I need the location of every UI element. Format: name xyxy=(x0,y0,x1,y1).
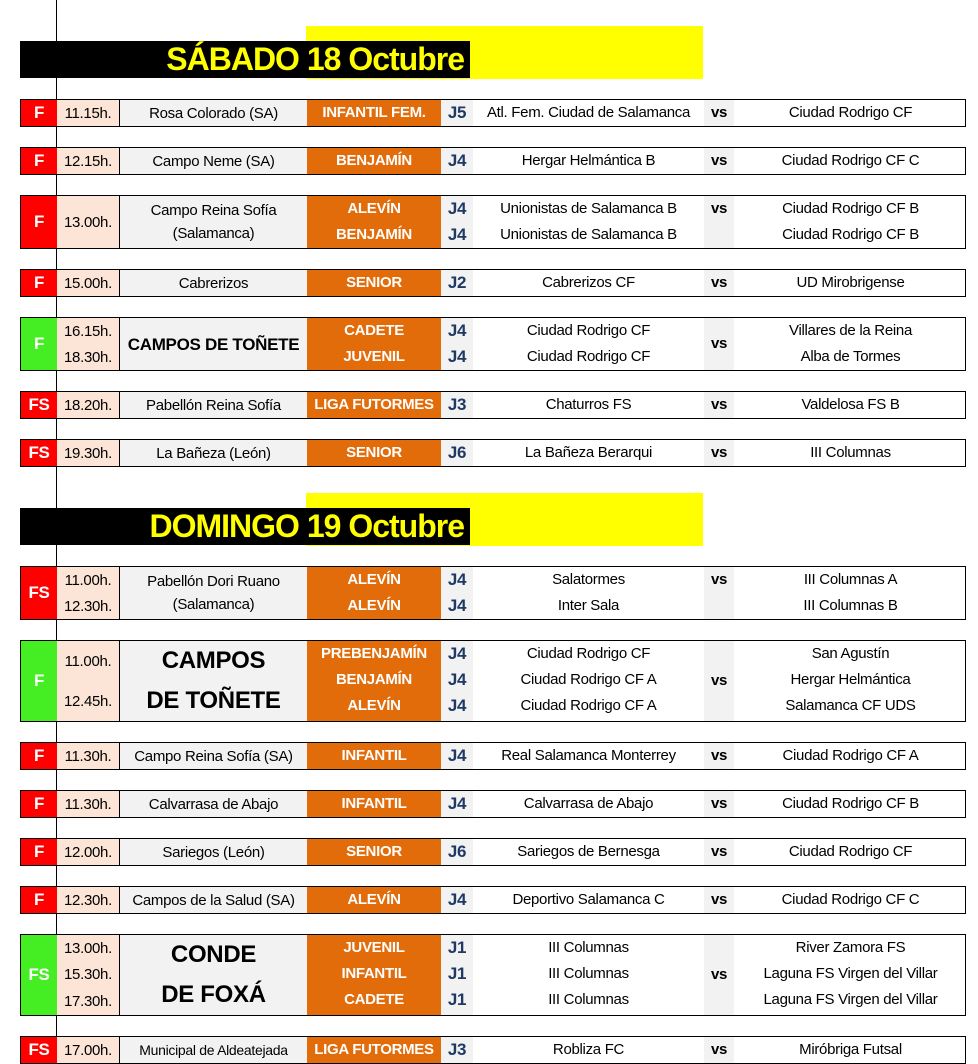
time-text: 13.00h. xyxy=(64,939,112,957)
category: ALEVÍN xyxy=(347,571,401,588)
time-text: 12.30h. xyxy=(64,891,112,909)
matchday: J4 xyxy=(447,746,467,765)
away-team-column xyxy=(734,935,967,1015)
matchday-column xyxy=(441,100,473,126)
venue xyxy=(120,100,307,126)
venue-text: (Salamanca) xyxy=(172,596,255,613)
away-team-column xyxy=(734,318,967,370)
vs-label: vs xyxy=(710,200,728,217)
vs-label: vs xyxy=(710,104,728,121)
matchday-column xyxy=(441,839,473,865)
time-text: 15.30h. xyxy=(64,966,112,984)
matchday: J4 xyxy=(447,794,467,813)
away-team: Villares de la Reina xyxy=(789,322,912,339)
match-row xyxy=(20,790,966,818)
matchday: J4 xyxy=(447,670,467,689)
matchday: J4 xyxy=(447,644,467,663)
matchday: J1 xyxy=(447,990,467,1009)
match-time xyxy=(57,1037,120,1063)
venue-text: Campo Reina Sofía (SA) xyxy=(134,747,293,765)
time-text: 18.30h. xyxy=(64,348,112,366)
sport-badge: F xyxy=(21,887,57,913)
home-team-column xyxy=(473,641,704,721)
venue xyxy=(120,743,307,769)
category-column xyxy=(307,1037,441,1063)
sport-badge: F xyxy=(21,196,57,248)
sport-badge: F xyxy=(21,791,57,817)
home-team-column xyxy=(473,440,704,466)
vs-label: vs xyxy=(710,966,728,983)
venue xyxy=(120,148,307,174)
venue-text: Municipal de Aldeatejada xyxy=(139,1041,288,1058)
away-team: Ciudad Rodrigo CF B xyxy=(782,795,919,812)
home-team: Real Salamanca Monterrey xyxy=(501,747,676,764)
home-team-column xyxy=(473,392,704,418)
sport-badge: FS xyxy=(21,392,57,418)
category-column xyxy=(307,100,441,126)
venue-text: CONDE xyxy=(170,941,257,968)
category-column xyxy=(307,392,441,418)
venue-text: (Salamanca) xyxy=(172,225,255,242)
venue-text: DE TOÑETE xyxy=(146,687,281,714)
vs-label: vs xyxy=(710,1041,728,1058)
away-team-column xyxy=(734,100,967,126)
venue-text: Campo Reina Sofía xyxy=(150,202,277,219)
time-text: 15.00h. xyxy=(64,274,112,292)
match-row xyxy=(20,147,966,175)
day-section xyxy=(20,493,966,1064)
vs-label: vs xyxy=(710,571,728,588)
match-time xyxy=(57,839,120,865)
away-team: Miróbriga Futsal xyxy=(799,1041,902,1058)
venue xyxy=(120,440,307,466)
time-text: 13.00h. xyxy=(64,213,112,231)
vs-column xyxy=(704,196,734,248)
venue xyxy=(120,839,307,865)
matchday: J4 xyxy=(447,890,467,909)
matchday: J4 xyxy=(447,596,467,615)
vs-column xyxy=(704,392,734,418)
away-team-column xyxy=(734,743,967,769)
day-header xyxy=(20,26,966,79)
venue xyxy=(120,935,307,1015)
category-column xyxy=(307,791,441,817)
venue-text: Cabrerizos xyxy=(178,274,249,292)
vs-label: vs xyxy=(710,843,728,860)
sport-badge: FS xyxy=(21,567,57,619)
vs-column xyxy=(704,1037,734,1063)
schedule xyxy=(20,0,966,1064)
match-row xyxy=(20,934,966,1016)
match-row xyxy=(20,742,966,770)
matchday: J4 xyxy=(447,696,467,715)
matchday-column xyxy=(441,567,473,619)
sport-badge: F xyxy=(21,743,57,769)
venue-text: CAMPOS xyxy=(161,647,266,674)
vs-label: vs xyxy=(710,274,728,291)
home-team-column xyxy=(473,196,704,248)
matchday: J3 xyxy=(447,1040,467,1059)
sport-badge: FS xyxy=(21,1037,57,1063)
home-team-column xyxy=(473,887,704,913)
sport-badge: F xyxy=(21,839,57,865)
category-column xyxy=(307,148,441,174)
home-team: La Bañeza Berarqui xyxy=(524,444,653,461)
home-team-column xyxy=(473,567,704,619)
match-time xyxy=(57,440,120,466)
match-row xyxy=(20,391,966,419)
home-team-column xyxy=(473,791,704,817)
matchday: J5 xyxy=(447,103,467,122)
match-time xyxy=(57,743,120,769)
day-section xyxy=(20,26,966,467)
venue xyxy=(120,887,307,913)
home-team-column xyxy=(473,1037,704,1063)
away-team: Ciudad Rodrigo CF xyxy=(788,104,913,121)
time-text: 12.00h. xyxy=(64,843,112,861)
home-team: Unionistas de Salamanca B xyxy=(500,200,677,217)
vs-label: vs xyxy=(710,444,728,461)
day-title: DOMINGO 19 Octubre xyxy=(20,508,470,545)
vs-label: vs xyxy=(710,672,728,689)
away-team: Laguna FS Virgen del Villar xyxy=(763,965,938,982)
venue-text: CAMPOS DE TOÑETE xyxy=(127,334,300,354)
home-team: Calvarrasa de Abajo xyxy=(523,795,654,812)
away-team: III Columnas A xyxy=(803,571,898,588)
home-team: Ciudad Rodrigo CF A xyxy=(520,697,657,714)
venue-text: DE FOXÁ xyxy=(161,981,266,1008)
category-column xyxy=(307,567,441,619)
time-text: 17.00h. xyxy=(64,1041,112,1059)
day-title: SÁBADO 18 Octubre xyxy=(20,41,470,78)
matchday-column xyxy=(441,440,473,466)
vs-label: vs xyxy=(710,795,728,812)
away-team: Ciudad Rodrigo CF B xyxy=(782,226,919,243)
matchday-column xyxy=(441,196,473,248)
sport-badge: FS xyxy=(21,935,57,1015)
matchday: J6 xyxy=(447,842,467,861)
venue xyxy=(120,318,307,370)
home-team: III Columnas xyxy=(548,939,629,956)
time-text: 11.00h. xyxy=(64,652,112,670)
vs-column xyxy=(704,100,734,126)
away-team-column xyxy=(734,567,967,619)
vs-label: vs xyxy=(710,891,728,908)
match-row xyxy=(20,640,966,722)
category: LIGA FUTORMES xyxy=(314,396,434,413)
home-team: III Columnas xyxy=(548,965,629,982)
away-team-column xyxy=(734,839,967,865)
away-team: III Columnas xyxy=(810,444,891,461)
category-column xyxy=(307,440,441,466)
matchday: J4 xyxy=(447,151,467,170)
match-time xyxy=(57,935,120,1015)
home-team-column xyxy=(473,839,704,865)
time-text: 18.20h. xyxy=(64,396,112,414)
away-team: Valdelosa FS B xyxy=(801,396,900,413)
category: BENJAMÍN xyxy=(336,152,412,169)
home-team: Ciudad Rodrigo CF xyxy=(526,645,651,662)
home-team: Inter Sala xyxy=(557,597,620,614)
time-text: 11.15h. xyxy=(64,104,112,122)
category: JUVENIL xyxy=(343,348,405,365)
sport-badge: F xyxy=(21,270,57,296)
away-team-column xyxy=(734,1037,967,1063)
away-team: Ciudad Rodrigo CF xyxy=(788,843,913,860)
vs-column xyxy=(704,791,734,817)
match-row xyxy=(20,99,966,127)
vs-column xyxy=(704,270,734,296)
home-team: Atl. Fem. Ciudad de Salamanca xyxy=(486,104,691,121)
matchday-column xyxy=(441,1037,473,1063)
category-column xyxy=(307,839,441,865)
time-text: 11.30h. xyxy=(64,795,112,813)
time-text: 12.45h. xyxy=(64,692,112,710)
matchday-column xyxy=(441,935,473,1015)
matchday: J4 xyxy=(447,225,467,244)
vs-column xyxy=(704,440,734,466)
match-row xyxy=(20,269,966,297)
home-team: Unionistas de Salamanca B xyxy=(500,226,677,243)
home-team-column xyxy=(473,318,704,370)
away-team: Hergar Helmántica xyxy=(790,671,911,688)
match-row xyxy=(20,195,966,249)
home-team: Salatormes xyxy=(552,571,625,588)
category: BENJAMÍN xyxy=(336,671,412,688)
home-team: Ciudad Rodrigo CF xyxy=(526,348,651,365)
home-team: Ciudad Rodrigo CF A xyxy=(520,671,657,688)
venue-text: La Bañeza (León) xyxy=(156,444,271,462)
vs-label: vs xyxy=(710,152,728,169)
match-time xyxy=(57,641,120,721)
category-column xyxy=(307,270,441,296)
matchday: J4 xyxy=(447,321,467,340)
category: INFANTIL xyxy=(341,747,407,764)
away-team: III Columnas B xyxy=(803,597,898,614)
matchday: J4 xyxy=(447,199,467,218)
away-team-column xyxy=(734,641,967,721)
away-team-column xyxy=(734,148,967,174)
category: JUVENIL xyxy=(343,939,405,956)
category: LIGA FUTORMES xyxy=(314,1041,434,1058)
venue-text: Sariegos (León) xyxy=(162,843,265,861)
sport-badge: F xyxy=(21,148,57,174)
category-column xyxy=(307,935,441,1015)
matchday: J6 xyxy=(447,443,467,462)
match-time xyxy=(57,196,120,248)
sport-badge: F xyxy=(21,318,57,370)
matchday-column xyxy=(441,148,473,174)
category: INFANTIL xyxy=(341,795,407,812)
vs-column xyxy=(704,318,734,370)
matchday-column xyxy=(441,392,473,418)
matchday-column xyxy=(441,743,473,769)
vs-label: vs xyxy=(710,335,728,352)
home-team-column xyxy=(473,935,704,1015)
category: SENIOR xyxy=(346,843,402,860)
away-team: Salamanca CF UDS xyxy=(785,697,916,714)
matchday: J3 xyxy=(447,395,467,414)
venue-text: Pabellón Dori Ruano xyxy=(147,573,280,590)
category: PREBENJAMÍN xyxy=(321,645,427,662)
home-team: Hergar Helmántica B xyxy=(521,152,656,169)
vs-column xyxy=(704,148,734,174)
vs-column xyxy=(704,887,734,913)
away-team-column xyxy=(734,270,967,296)
home-team: Ciudad Rodrigo CF xyxy=(526,322,651,339)
venue-text: Rosa Colorado (SA) xyxy=(149,104,278,122)
match-row xyxy=(20,566,966,620)
sport-badge: F xyxy=(21,641,57,721)
away-team-column xyxy=(734,440,967,466)
home-team: Cabrerizos CF xyxy=(542,274,635,291)
category-column xyxy=(307,743,441,769)
away-team: Ciudad Rodrigo CF A xyxy=(782,747,919,764)
match-time xyxy=(57,318,120,370)
matchday: J4 xyxy=(447,347,467,366)
matchday-column xyxy=(441,641,473,721)
match-time xyxy=(57,270,120,296)
vs-label: vs xyxy=(710,396,728,413)
matchday: J2 xyxy=(447,273,467,292)
home-team: Deportivo Salamanca C xyxy=(512,891,665,908)
match-time xyxy=(57,392,120,418)
venue xyxy=(120,270,307,296)
home-team-column xyxy=(473,100,704,126)
venue-text: Pabellón Reina Sofía xyxy=(146,396,281,414)
vs-column xyxy=(704,839,734,865)
match-row xyxy=(20,317,966,371)
vs-column xyxy=(704,743,734,769)
sport-badge: F xyxy=(21,100,57,126)
match-time xyxy=(57,791,120,817)
home-team-column xyxy=(473,743,704,769)
venue xyxy=(120,1037,307,1063)
away-team: UD Mirobrigense xyxy=(796,274,905,291)
matchday: J1 xyxy=(447,964,467,983)
match-row xyxy=(20,886,966,914)
time-text: 17.30h. xyxy=(64,993,112,1011)
category-column xyxy=(307,641,441,721)
category: INFANTIL FEM. xyxy=(322,104,426,121)
vs-column xyxy=(704,567,734,619)
venue-text: Campo Neme (SA) xyxy=(152,152,275,170)
category: ALEVÍN xyxy=(347,697,401,714)
category-column xyxy=(307,887,441,913)
time-text: 12.30h. xyxy=(64,597,112,615)
category: INFANTIL xyxy=(341,965,407,982)
category-column xyxy=(307,196,441,248)
match-time xyxy=(57,148,120,174)
match-time xyxy=(57,100,120,126)
match-row xyxy=(20,1036,966,1064)
matchday-column xyxy=(441,318,473,370)
sport-badge: FS xyxy=(21,440,57,466)
venue xyxy=(120,641,307,721)
home-team: Chaturros FS xyxy=(545,396,632,413)
away-team-column xyxy=(734,887,967,913)
away-team: Alba de Tormes xyxy=(800,348,901,365)
category-column xyxy=(307,318,441,370)
home-team: Sariegos de Bernesga xyxy=(517,843,660,860)
matchday-column xyxy=(441,887,473,913)
venue xyxy=(120,392,307,418)
day-header xyxy=(20,493,966,546)
away-team: Laguna FS Virgen del Villar xyxy=(763,991,938,1008)
venue xyxy=(120,567,307,619)
match-row xyxy=(20,439,966,467)
match-time xyxy=(57,887,120,913)
matchday: J4 xyxy=(447,570,467,589)
matchday-column xyxy=(441,791,473,817)
away-team-column xyxy=(734,392,967,418)
home-team: III Columnas xyxy=(548,991,629,1008)
category: SENIOR xyxy=(346,274,402,291)
time-text: 12.15h. xyxy=(64,152,112,170)
away-team: Ciudad Rodrigo CF B xyxy=(782,200,919,217)
away-team: River Zamora FS xyxy=(795,939,906,956)
away-team-column xyxy=(734,791,967,817)
category: SENIOR xyxy=(346,444,402,461)
match-row xyxy=(20,838,966,866)
away-team: San Agustín xyxy=(811,645,890,662)
away-team-column xyxy=(734,196,967,248)
home-team-column xyxy=(473,270,704,296)
time-text: 11.00h. xyxy=(64,571,112,589)
time-text: 19.30h. xyxy=(64,444,112,462)
match-time xyxy=(57,567,120,619)
home-team: Robliza FC xyxy=(552,1041,625,1058)
category: CADETE xyxy=(344,322,404,339)
home-team-column xyxy=(473,148,704,174)
vs-label: vs xyxy=(710,747,728,764)
category: ALEVÍN xyxy=(347,597,401,614)
venue xyxy=(120,791,307,817)
venue-text: Campos de la Salud (SA) xyxy=(132,891,295,909)
time-text: 11.30h. xyxy=(64,747,112,765)
matchday-column xyxy=(441,270,473,296)
category: CADETE xyxy=(344,991,404,1008)
category: BENJAMÍN xyxy=(336,226,412,243)
away-team: Ciudad Rodrigo CF C xyxy=(781,152,920,169)
venue xyxy=(120,196,307,248)
category: ALEVÍN xyxy=(347,200,401,217)
away-team: Ciudad Rodrigo CF C xyxy=(781,891,920,908)
vs-column xyxy=(704,935,734,1015)
venue-text: Calvarrasa de Abajo xyxy=(148,795,279,813)
matchday: J1 xyxy=(447,938,467,957)
time-text: 16.15h. xyxy=(64,322,112,340)
vs-column xyxy=(704,641,734,721)
category: ALEVÍN xyxy=(347,891,401,908)
